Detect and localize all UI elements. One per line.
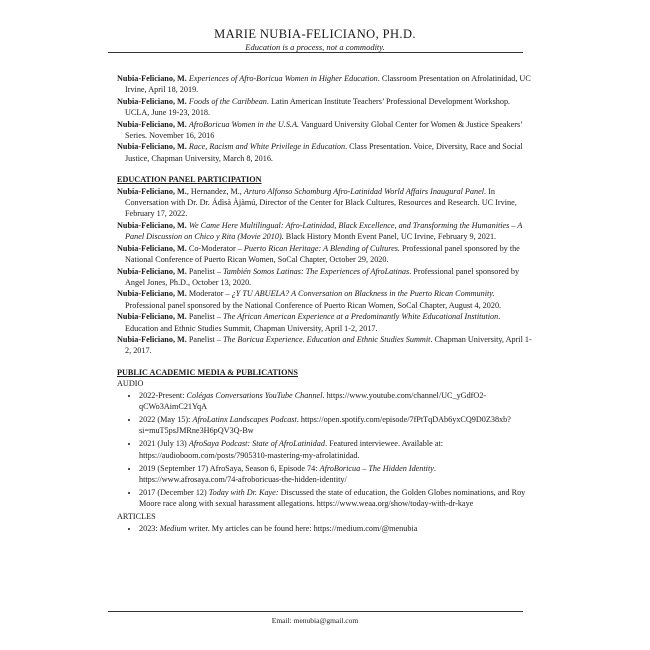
entry-details: writer. My articles can be found here: https://medium.com/@menubia <box>186 523 418 533</box>
panel-entry <box>117 288 535 311</box>
presentation-entry <box>117 96 535 119</box>
entry-title: Foods of the Caribbean <box>188 96 267 106</box>
panel-entries-list <box>117 186 535 357</box>
entry-details: . Class Presentation. Voice, Diversity, Race and Social Justice, Chapman University, March 8, 2016. <box>125 142 523 163</box>
article-item <box>139 523 535 534</box>
entry-title: Arturo Alfonso Schomburg Afro-Latinidad World Affairs Inaugural Panel <box>243 186 485 196</box>
entry-prefix: Moderator – <box>186 289 232 299</box>
entry-author: Nubia-Feliciano, M. <box>117 119 187 129</box>
audio-item <box>139 438 535 461</box>
entry-prefix: Panelist – <box>186 312 223 322</box>
entry-author: Nubia-Feliciano, M. <box>117 142 187 152</box>
entry-prefix: Co-Moderator – <box>186 243 244 253</box>
author-motto: Education is a process, not a commodity. <box>245 42 385 52</box>
entry-prefix: Panelist – <box>186 334 223 344</box>
footer-divider <box>108 611 523 612</box>
entry-details: Professional panel sponsored by the National Conference of Puerto Rican Women, SoCal Chapter, August 4, 2020. <box>125 300 502 310</box>
entry-details: . In Conversation with Dr. Dr. Ádìsà Àjàmú, Director of the Center for Black Cultures, Resources and Research. UC Irvine, February 17, 2022. <box>125 186 517 219</box>
presentations-list <box>117 73 535 164</box>
entry-details: . Classroom Presentation on Afrolatinidad, UC Irvine, April 18, 2019. <box>125 74 531 95</box>
audio-subheading: AUDIO <box>117 379 144 389</box>
audio-item <box>139 463 535 486</box>
entry-title: Race, Racism and White Privilege in Education <box>188 142 346 152</box>
audio-item <box>139 414 535 437</box>
audio-list <box>117 390 535 510</box>
entry-author: Nubia-Feliciano, M. <box>117 289 187 299</box>
panel-entry <box>117 186 535 220</box>
entry-author: Nubia-Feliciano, M. <box>117 266 187 276</box>
entry-title: ¿Y TU ABUELA? A Conversation on Blackness in the Puerto Rican Community. <box>231 289 495 299</box>
entry-prefix: Panelist – <box>186 266 223 276</box>
header-divider <box>108 52 523 53</box>
entry-details: . Latin American Institute Teachers’ Professional Development Workshop. UCLA, June 19-23, 2018. <box>125 96 511 118</box>
entry-details: Discussed the state of education, the Golden Globes nominations, and Roy Moore race along with sexual harassment allegations. https://www.weaa.org/show/today-with-dr-kaye <box>139 487 526 509</box>
entry-title: The African American Experience at a Predominantly White Educational Institution <box>223 312 499 322</box>
audio-item <box>139 487 535 510</box>
author-name: MARIE NUBIA-FELICIANO, PH.D. <box>214 27 416 41</box>
entry-author: Nubia-Feliciano, M. <box>117 186 187 196</box>
entry-title: Puerto Rican Heritage: A Blending of Cultures. <box>243 243 400 253</box>
panel-entry <box>117 220 535 243</box>
entry-title: Medium <box>159 523 187 533</box>
presentation-entry <box>117 119 535 142</box>
entry-title: Today with Dr. Kaye: <box>208 487 279 497</box>
entry-prefix: 2017 (December 12) <box>139 487 209 497</box>
articles-subheading: ARTICLES <box>117 512 156 522</box>
entry-title: AfroLatinx Landscapes Podcast <box>192 414 297 424</box>
articles-list <box>117 523 535 534</box>
resume-content <box>117 73 535 535</box>
entry-details: . https://open.spotify.com/episode/7fPtTqDAb6yxCQ9D0Z38xb?si=muT5psJMRne3H6pQV3Q-Bw <box>139 414 511 436</box>
entry-author: Nubia-Feliciano, M. <box>117 220 187 230</box>
presentation-entry <box>117 73 535 96</box>
entry-author: Nubia-Feliciano, M. <box>117 312 187 322</box>
media-section-heading: PUBLIC ACADEMIC MEDIA & PUBLICATIONS <box>117 367 298 377</box>
entry-prefix: 2022 (May 15): <box>139 414 193 424</box>
panel-section-heading: EDUCATION PANEL PARTICIPATION <box>117 175 262 185</box>
panel-entry <box>117 266 535 289</box>
entry-prefix: 2021 (July 13) <box>139 439 189 449</box>
entry-author: Nubia-Feliciano, M. <box>117 243 187 253</box>
presentation-entry <box>117 141 535 164</box>
entry-title: AfroSaya Podcast: State of AfroLatinidad <box>188 439 325 449</box>
entry-details: . https://www.youtube.com/channel/UC_yGdfO2-qCWo3AimC21YqA <box>139 390 487 411</box>
entry-details: . Featured interviewee. Available at: https://audioboom.com/posts/7905310-mastering-my-afrolatinidad. <box>139 439 444 460</box>
entry-title: Experiences of Afro-Boricua Women in Higher Education <box>188 74 378 83</box>
entry-prefix: 2019 (September 17) AfroSaya, Season 6, Episode 74: <box>139 463 320 473</box>
entry-title: We Came Here Multilingual: Afro-Latinidad, Black Excellence, and Transforming the Humanities – A Panel Discussion on Chico y Rita (Movie 2010) <box>125 220 523 242</box>
entry-title: Colégas Conversations YouTube Channel <box>186 390 323 400</box>
entry-details: . Education and Ethnic Studies Summit, Chapman University, April 1-2, 2017. <box>125 312 501 333</box>
audio-item <box>139 390 535 413</box>
entry-author: Nubia-Feliciano, M. <box>117 74 187 83</box>
entry-details: Professional panel sponsored by the National Conference of Puerto Rican Women, SoCal Chapter, October 29, 2020. <box>125 243 520 265</box>
entry-prefix: 2022-Present: <box>139 390 187 400</box>
panel-entry <box>117 243 535 266</box>
entry-title: The Boricua Experience. Education and Ethnic Studies Summit <box>223 334 431 344</box>
entry-details: . Chapman University, April 1-2, 2017. <box>125 334 532 356</box>
entry-details: . Black History Month Event Panel, UC Irvine, February 9, 2021. <box>281 232 497 242</box>
entry-details: Vanguard University Global Center for Women & Justice Speakers’ Series. November 16, 2016 <box>125 119 523 141</box>
entry-details: . Professional panel sponsored by Angel Jones, Ph.D., October 13, 2020. <box>125 266 520 287</box>
entry-author: Nubia-Feliciano, M. <box>117 334 187 344</box>
footer-email: Email: menubia@gmail.com <box>271 616 359 625</box>
panel-entry <box>117 334 535 357</box>
entry-details: . https://www.afrosaya.com/74-afroboricuas-the-hidden-identity/ <box>139 463 436 484</box>
entry-prefix: , Hernandez, M., <box>186 186 244 196</box>
entry-prefix: 2023: <box>139 523 160 533</box>
entry-title: También Somos Latinas: The Experiences of AfroLatinas <box>223 266 410 276</box>
panel-entry <box>117 311 535 334</box>
entry-title: AfroBoricua Women in the U.S.A. <box>188 119 300 129</box>
entry-title: AfroBoricua – The Hidden Identity <box>319 463 434 473</box>
entry-author: Nubia-Feliciano, M. <box>117 96 187 106</box>
